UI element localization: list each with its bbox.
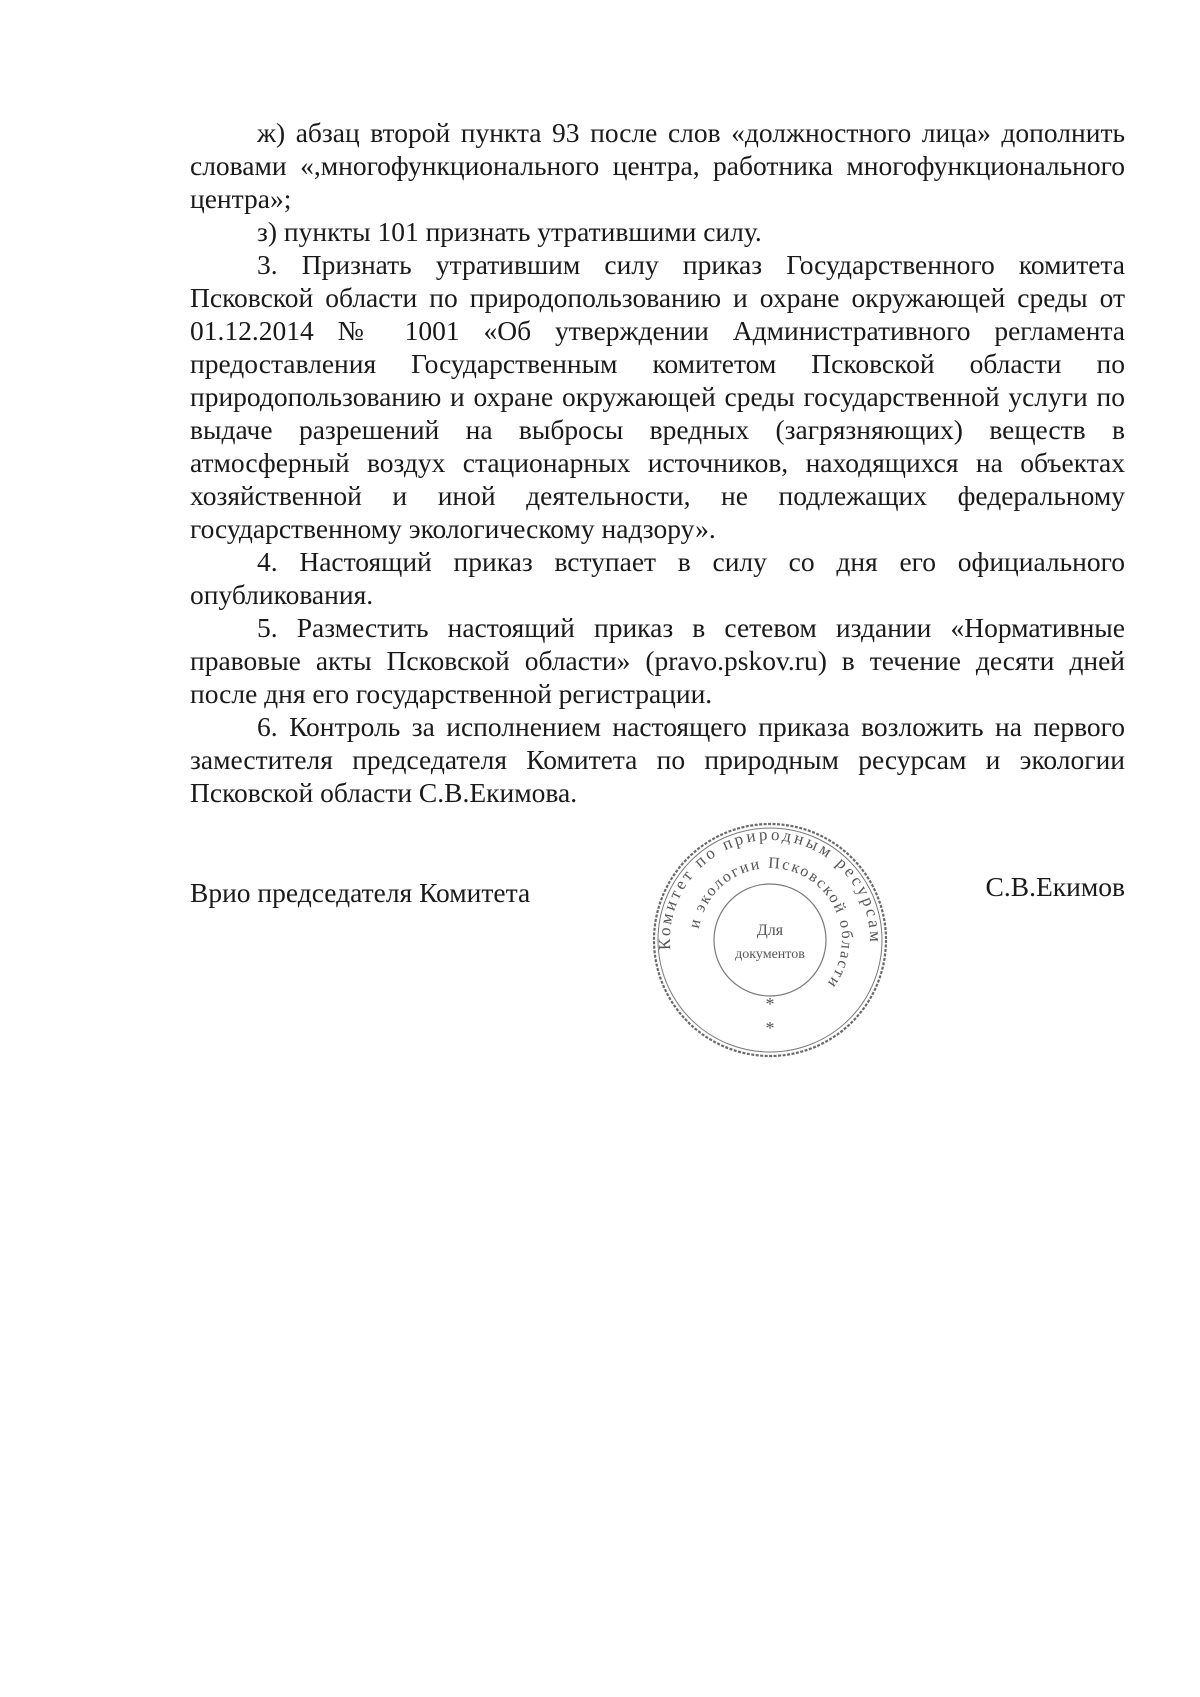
paragraph-amendment-zh: ж) абзац второй пункта 93 после слов «должностного лица» дополнить словами «,многофункционального центра, работника многофункционального центра»; — [190, 117, 1125, 214]
paragraph-item-3: 3. Признать утратившим силу приказ Государственного комитета Псковской области по природопользованию и охране окружающей среды от 01.12.2014 № 1001 «Об утверждении Административного регламента предоставления Государственным комитетом Псковской области по природопользованию и охране окружающей среды государственной услуги по выдаче разрешений на выбросы вредных (загрязняющих) веществ в атмосферный воздух стационарных источников, находящихся на объектах хозяйственной и иной деятельности, не подлежащих федеральному государственному экологическому надзору». — [190, 249, 1125, 544]
seal-center-line-2: документов — [735, 947, 805, 962]
seal-outer-text: Комитет по природным ресурсам — [654, 824, 886, 951]
official-seal — [650, 820, 890, 1060]
document-body — [190, 116, 1125, 809]
seal-inner-text: и экологии Псковской области — [685, 854, 856, 993]
seal-center-line-1: Для — [756, 922, 784, 939]
signatory-name: С.В.Екимов — [985, 871, 1125, 902]
paragraph-amendment-z: з) пункты 101 признать утратившими силу. — [257, 216, 762, 247]
paragraph-item-5: 5. Разместить настоящий приказ в сетевом издании «Нормативные правовые акты Псковской области» (pravo.pskov.ru) в течение десяти дней после дня его государственной регистрации. — [190, 612, 1125, 709]
seal-star-icon: * — [765, 994, 775, 1014]
seal-star-icon: * — [765, 1018, 775, 1038]
signatory-title: Врио председателя Комитета — [190, 877, 531, 908]
paragraph-item-4: 4. Настоящий приказ вступает в силу со дня его официального опубликования. — [190, 546, 1125, 610]
paragraph-item-6: 6. Контроль за исполнением настоящего приказа возложить на первого заместителя председателя Комитета по природным ресурсам и экологии Псковской области С.В.Екимова. — [190, 711, 1125, 808]
